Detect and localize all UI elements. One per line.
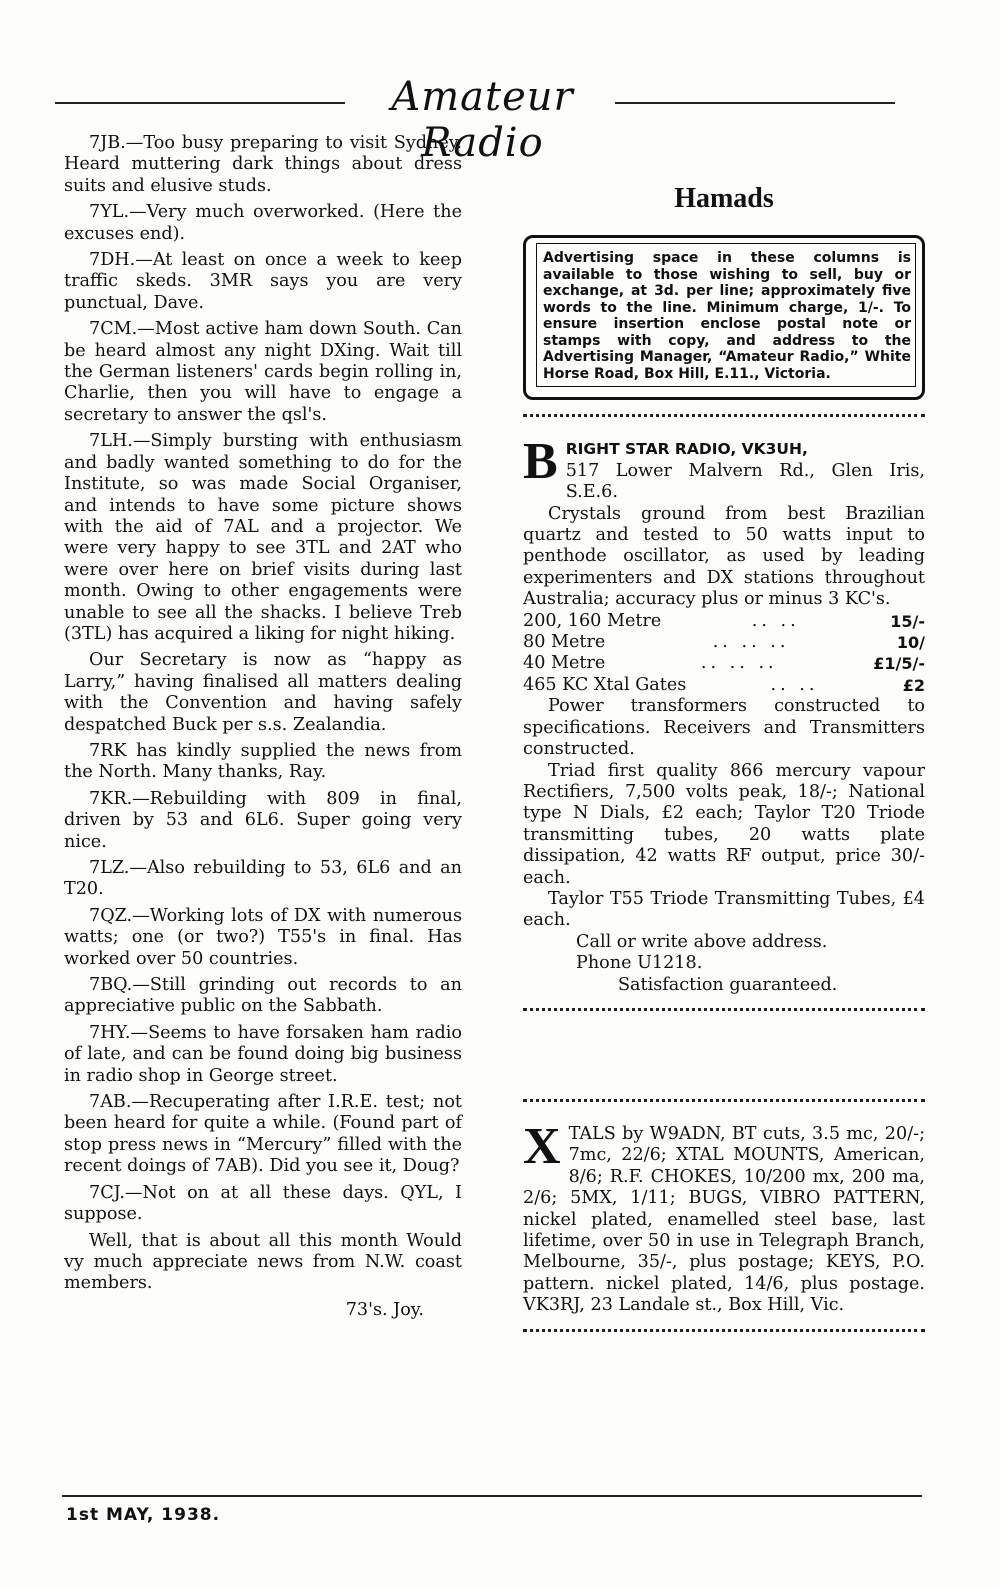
price-leader: .. ..: [751, 610, 800, 631]
ad-heading-line: [523, 433, 925, 503]
price-value: £2: [902, 675, 925, 695]
issue-date: 1st MAY, 1938.: [66, 1505, 221, 1525]
ad-address: 517 Lower Malvern Rd., Glen Iris, S.E.6.: [565, 460, 925, 503]
ad-guarantee: Satisfaction guaranteed.: [618, 974, 838, 995]
price-leader: .. .. ..: [700, 653, 778, 674]
note-paragraph: 7LZ.—Also rebuilding to 53, 6L6 and an T20.: [64, 858, 462, 900]
header-rule-right: [615, 102, 895, 104]
price-row: [523, 611, 925, 632]
note-paragraph: 7YL.—Very much overworked. (Here the excuses end).: [64, 202, 462, 244]
notes-column: [64, 133, 462, 1326]
ad-paragraph: [523, 1117, 925, 1317]
note-paragraph: 7CJ.—Not on at all these days. QYL, I suppose.: [64, 1182, 462, 1225]
note-paragraph: 7QZ.—Working lots of DX with numerous watts; one (or two?) T55's in final. Has worked over 50 countries.: [64, 905, 462, 969]
advertising-notice-box: [523, 235, 925, 400]
masthead: Amateur Radio: [391, 74, 574, 166]
ad-bright-star-radio: [523, 433, 925, 996]
note-paragraph: 7HY.—Seems to have forsaken ham radio of late, and can be found doing big business in radio shop in George street.: [64, 1022, 462, 1086]
ad-phone: Phone U1218.: [576, 953, 703, 974]
price-leader: .. ..: [770, 674, 819, 695]
header-rule-left: [55, 102, 345, 104]
note-paragraph: 7JB.—Too busy preparing to visit Sydney. Heard muttering dark things about dress suits and elusive studs.: [64, 133, 462, 196]
drop-cap: B: [523, 433, 558, 491]
note-paragraph: 7LH.—Simply bursting with enthusiasm and badly wanted something to do for the Institute, so was made Social Organiser, and intends to have some picture shows with the aid of 7AL and a projector. We were very happy to see 3TL and 2AT who were over here on brief visits during last month. Owing to other engagements were unable to see all the shacks. I believe Treb (3TL) has acquired a liking for night hiking.: [64, 431, 462, 644]
note-paragraph: 7KR.—Rebuilding with 809 in final, driven by 53 and 6L6. Super going very nice.: [64, 788, 462, 852]
price-row: [523, 653, 925, 674]
price-label: 80 Metre: [523, 632, 606, 653]
drop-cap: X: [523, 1117, 561, 1175]
section-title: Hamads: [674, 183, 774, 214]
footer-rule: [62, 1495, 922, 1497]
note-paragraph: 7CM.—Most active ham down South. Can be heard almost any night DXing. Wait till the German listeners' cards begin rolling in, Charlie, then you will have to engage a secretary to answer the qsl's.: [64, 319, 462, 425]
note-paragraph: 7RK has kindly supplied the news from the North. Many thanks, Ray.: [64, 740, 462, 783]
ad-paragraph: Taylor T55 Triode Transmitting Tubes, £4 each.: [523, 888, 925, 931]
ad-xtals: [523, 1117, 925, 1317]
hamads-column: [523, 180, 925, 1354]
signoff: 73's. Joy.: [345, 1299, 424, 1320]
dotted-divider: [523, 1099, 925, 1102]
price-label: 200, 160 Metre: [523, 610, 662, 631]
ad-paragraph: Power transformers constructed to specifications. Receivers and Transmitters constructed.: [523, 696, 925, 760]
dotted-divider: [523, 414, 925, 417]
ad-paragraph: Triad first quality 866 mercury vapour Rectifiers, 7,500 volts peak, 18/-; National type N Dials, £2 each; Taylor T20 Triode transmitting tubes, 20 watts plate dissipation, 42 watts RF output, price 30/- each.: [523, 760, 925, 888]
ad-text: TALS by W9ADN, BT cuts, 3.5 mc, 20/-; 7mc, 22/6; XTAL MOUNTS, American, 8/6; R.F. CHOKES, 10/200 mx, 200 ma, 2/6; 5MX, 1/11; BUGS, VIBRO PATTERN, nickel plated, enamelled steel base, last lifetime, over 50 in use in Telegraph Branch, Melbourne, 35/-, plus postage; KEYS, P.O. pattern. nickel plated, 14/6, plus postage. VK3RJ, 23 Landale st., Box Hill, Vic.: [523, 1123, 925, 1316]
note-paragraph: 7AB.—Recuperating after I.R.E. test; not been heard for quite a while. (Found part of stop press news in “Mercury” filled with the recent doings of 7AB). Did you see it, Doug?: [64, 1092, 462, 1177]
dotted-divider: [523, 1329, 925, 1332]
price-value: 10/: [896, 633, 925, 653]
advertising-notice-text: Advertising space in these columns is available to those wishing to sell, buy or exchange, at 3d. per line; approximately five words to the line. Minimum charge, 1/-. To ensure insertion enclose postal note or stamps with copy, and address to the Advertising Manager, “Amateur Radio,” White Horse Road, Box Hill, E.11., Victoria.: [536, 243, 916, 387]
price-value: £1/5/-: [873, 654, 925, 674]
price-leader: .. .. ..: [712, 632, 790, 653]
price-row: [523, 632, 925, 653]
ad-paragraph: Crystals ground from best Brazilian quartz and tested to 50 watts input to penthode oscillator, as used by leading experimenters and DX stations throughout Australia; accuracy plus or minus 3 KC's.: [523, 503, 925, 610]
dotted-divider: [523, 1008, 925, 1011]
ad-heading: RIGHT STAR RADIO, VK3UH,: [565, 440, 808, 459]
price-row: [523, 675, 925, 696]
note-paragraph: 7BQ.—Still grinding out records to an appreciative public on the Sabbath.: [64, 975, 462, 1017]
price-value: 15/-: [890, 611, 925, 631]
ad-paragraph: Call or write above address.: [576, 931, 828, 952]
price-label: 40 Metre: [523, 653, 606, 674]
note-paragraph: 7DH.—At least on once a week to keep traffic skeds. 3MR says you are very punctual, Dave.: [64, 250, 462, 313]
note-paragraph: Our Secretary is now as “happy as Larry,” having finalised all matters dealing with the Convention and having safely despatched Buck per s.s. Zealandia.: [64, 650, 462, 735]
note-paragraph: Well, that is about all this month Would vy much appreciate news from N.W. coast members.: [64, 1230, 462, 1294]
price-label: 465 KC Xtal Gates: [523, 674, 687, 695]
